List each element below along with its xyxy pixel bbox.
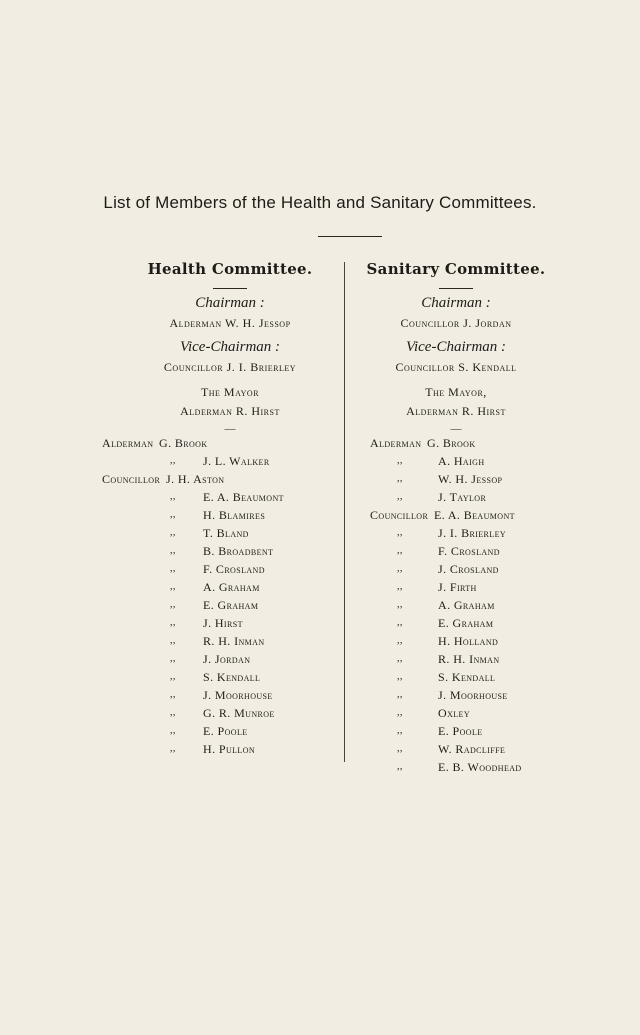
- member-name: R. H. Inman: [203, 634, 265, 648]
- member-name: J. Hirst: [203, 616, 243, 630]
- member-name: H. Holland: [438, 634, 499, 648]
- ditto-mark: ,,: [170, 491, 176, 502]
- ditto-mark: ,,: [397, 617, 403, 628]
- ditto-mark: ,,: [397, 707, 403, 718]
- member-row: [115, 686, 340, 704]
- member-row: [115, 506, 340, 524]
- member-name: Oxley: [438, 706, 470, 720]
- chairman-label: Chairman :: [195, 295, 265, 311]
- member-name: J. Moorhouse: [203, 688, 273, 702]
- member-row: [115, 740, 340, 758]
- member-name: E. Poole: [438, 724, 483, 738]
- member-row: [115, 668, 340, 686]
- member-name: W. Radcliffe: [438, 742, 506, 756]
- member-name: J. Crosland: [438, 562, 499, 576]
- member-row: [115, 704, 340, 722]
- member-row: [370, 506, 640, 524]
- ex-officio-alderman: Alderman R. Hirst: [180, 404, 280, 418]
- ditto-mark: ,,: [397, 689, 403, 700]
- member-row: [115, 722, 340, 740]
- heading-rule: [213, 288, 247, 289]
- member-name: E. A. Beaumont: [434, 508, 515, 522]
- member-row: [370, 488, 640, 506]
- vice-chairman-name: Councillor J. I. Brierley: [163, 360, 297, 374]
- ditto-mark: ,,: [170, 581, 176, 592]
- member-name: J. H. Aston: [166, 472, 225, 486]
- ditto-mark: ,,: [170, 527, 176, 538]
- vice-chairman-label: Vice-Chairman :: [405, 339, 507, 355]
- member-row: [370, 452, 640, 470]
- chairman-name: Alderman W. H. Jessop: [169, 316, 291, 330]
- member-name: A. Graham: [438, 598, 495, 612]
- ex-officio-mayor: The Mayor: [200, 385, 260, 399]
- ditto-mark: ,,: [397, 743, 403, 754]
- member-row: [370, 470, 640, 488]
- ditto-mark: ,,: [397, 761, 403, 772]
- member-row: [370, 596, 640, 614]
- member-name: E. A. Beaumont: [203, 490, 284, 504]
- member-name: E. Graham: [203, 598, 259, 612]
- ex-officio-mayor: The Mayor,: [425, 385, 487, 399]
- member-row: [115, 596, 340, 614]
- member-row: [115, 632, 340, 650]
- ditto-mark: ,,: [397, 491, 403, 502]
- ditto-mark: ,,: [397, 545, 403, 556]
- member-name: J. Taylor: [438, 490, 487, 504]
- member-row: [370, 542, 640, 560]
- member-row: [370, 434, 640, 452]
- member-row: [115, 578, 340, 596]
- ditto-mark: ,,: [397, 653, 403, 664]
- ditto-mark: ,,: [170, 509, 176, 520]
- ditto-mark: ,,: [170, 617, 176, 628]
- vice-chairman-label: Vice-Chairman :: [179, 339, 281, 355]
- member-name: F. Crosland: [203, 562, 265, 576]
- member-name: H. Pullon: [203, 742, 256, 756]
- page-title: List of Members of the Health and Sanitary Committees.: [103, 193, 537, 212]
- member-title: Alderman: [102, 436, 154, 450]
- member-name: R. H. Inman: [438, 652, 500, 666]
- ditto-mark: ,,: [170, 725, 176, 736]
- ditto-mark: ,,: [170, 635, 176, 646]
- heading-rule: [439, 288, 473, 289]
- chairman-label: Chairman :: [421, 295, 491, 311]
- ditto-mark: ,,: [397, 671, 403, 682]
- member-row: [115, 650, 340, 668]
- member-row: [370, 722, 640, 740]
- ditto-mark: ,,: [397, 455, 403, 466]
- member-row: [370, 740, 640, 758]
- ditto-mark: ,,: [170, 743, 176, 754]
- vice-chairman-name: Councillor S. Kendall: [395, 360, 517, 374]
- member-row: [102, 434, 340, 452]
- member-name: J. Firth: [438, 580, 477, 594]
- section-dash: —: [450, 423, 462, 435]
- member-name: S. Kendall: [203, 670, 261, 684]
- health-committee-heading: Health Committee.: [147, 260, 313, 278]
- ditto-mark: ,,: [170, 545, 176, 556]
- sanitary-committee-column: [306, 258, 606, 435]
- member-row: [370, 578, 640, 596]
- ditto-mark: ,,: [170, 455, 176, 466]
- member-name: A. Haigh: [438, 454, 485, 468]
- ditto-mark: ,,: [397, 581, 403, 592]
- member-title: Councillor: [370, 508, 429, 522]
- member-name: G. R. Munroe: [203, 706, 275, 720]
- member-name: T. Bland: [203, 526, 249, 540]
- member-name: J. I. Brierley: [438, 526, 507, 540]
- member-row: [102, 470, 340, 488]
- member-row: [370, 704, 640, 722]
- member-name: J. Moorhouse: [438, 688, 508, 702]
- member-row: [115, 542, 340, 560]
- member-row: [370, 686, 640, 704]
- member-row: [370, 650, 640, 668]
- member-row: [115, 560, 340, 578]
- member-row: [370, 758, 640, 776]
- ditto-mark: ,,: [397, 563, 403, 574]
- member-name: F. Crosland: [438, 544, 500, 558]
- ditto-mark: ,,: [170, 671, 176, 682]
- ditto-mark: ,,: [397, 599, 403, 610]
- member-row: [370, 524, 640, 542]
- member-name: B. Broadbent: [203, 544, 274, 558]
- member-name: G. Brook: [159, 436, 208, 450]
- member-row: [115, 488, 340, 506]
- member-row: [115, 452, 340, 470]
- member-row: [115, 614, 340, 632]
- ditto-mark: ,,: [397, 635, 403, 646]
- member-name: E. Poole: [203, 724, 248, 738]
- member-name: S. Kendall: [438, 670, 496, 684]
- member-name: A. Graham: [203, 580, 260, 594]
- member-row: [370, 668, 640, 686]
- member-title: Alderman: [370, 436, 422, 450]
- member-name: G. Brook: [427, 436, 476, 450]
- member-name: J. L. Walker: [203, 454, 270, 468]
- ditto-mark: ,,: [170, 563, 176, 574]
- ditto-mark: ,,: [170, 707, 176, 718]
- member-name: W. H. Jessop: [438, 472, 503, 486]
- chairman-name: Councillor J. Jordan: [400, 316, 512, 330]
- section-dash: —: [224, 423, 236, 435]
- member-name: E. Graham: [438, 616, 494, 630]
- health-members-list: [102, 434, 340, 758]
- member-name: H. Blamires: [203, 508, 266, 522]
- member-row: [370, 614, 640, 632]
- sanitary-members-list: [370, 434, 640, 776]
- member-row: [370, 560, 640, 578]
- ditto-mark: ,,: [397, 473, 403, 484]
- ex-officio-alderman: Alderman R. Hirst: [406, 404, 506, 418]
- member-name: J. Jordan: [203, 652, 251, 666]
- ditto-mark: ,,: [170, 653, 176, 664]
- ditto-mark: ,,: [397, 725, 403, 736]
- member-title: Councillor: [102, 472, 161, 486]
- sanitary-committee-heading: Sanitary Committee.: [366, 260, 546, 278]
- ditto-mark: ,,: [170, 689, 176, 700]
- member-row: [115, 524, 340, 542]
- ditto-mark: ,,: [397, 527, 403, 538]
- member-row: [370, 632, 640, 650]
- ditto-mark: ,,: [170, 599, 176, 610]
- title-rule: [318, 236, 382, 237]
- member-name: E. B. Woodhead: [438, 760, 522, 774]
